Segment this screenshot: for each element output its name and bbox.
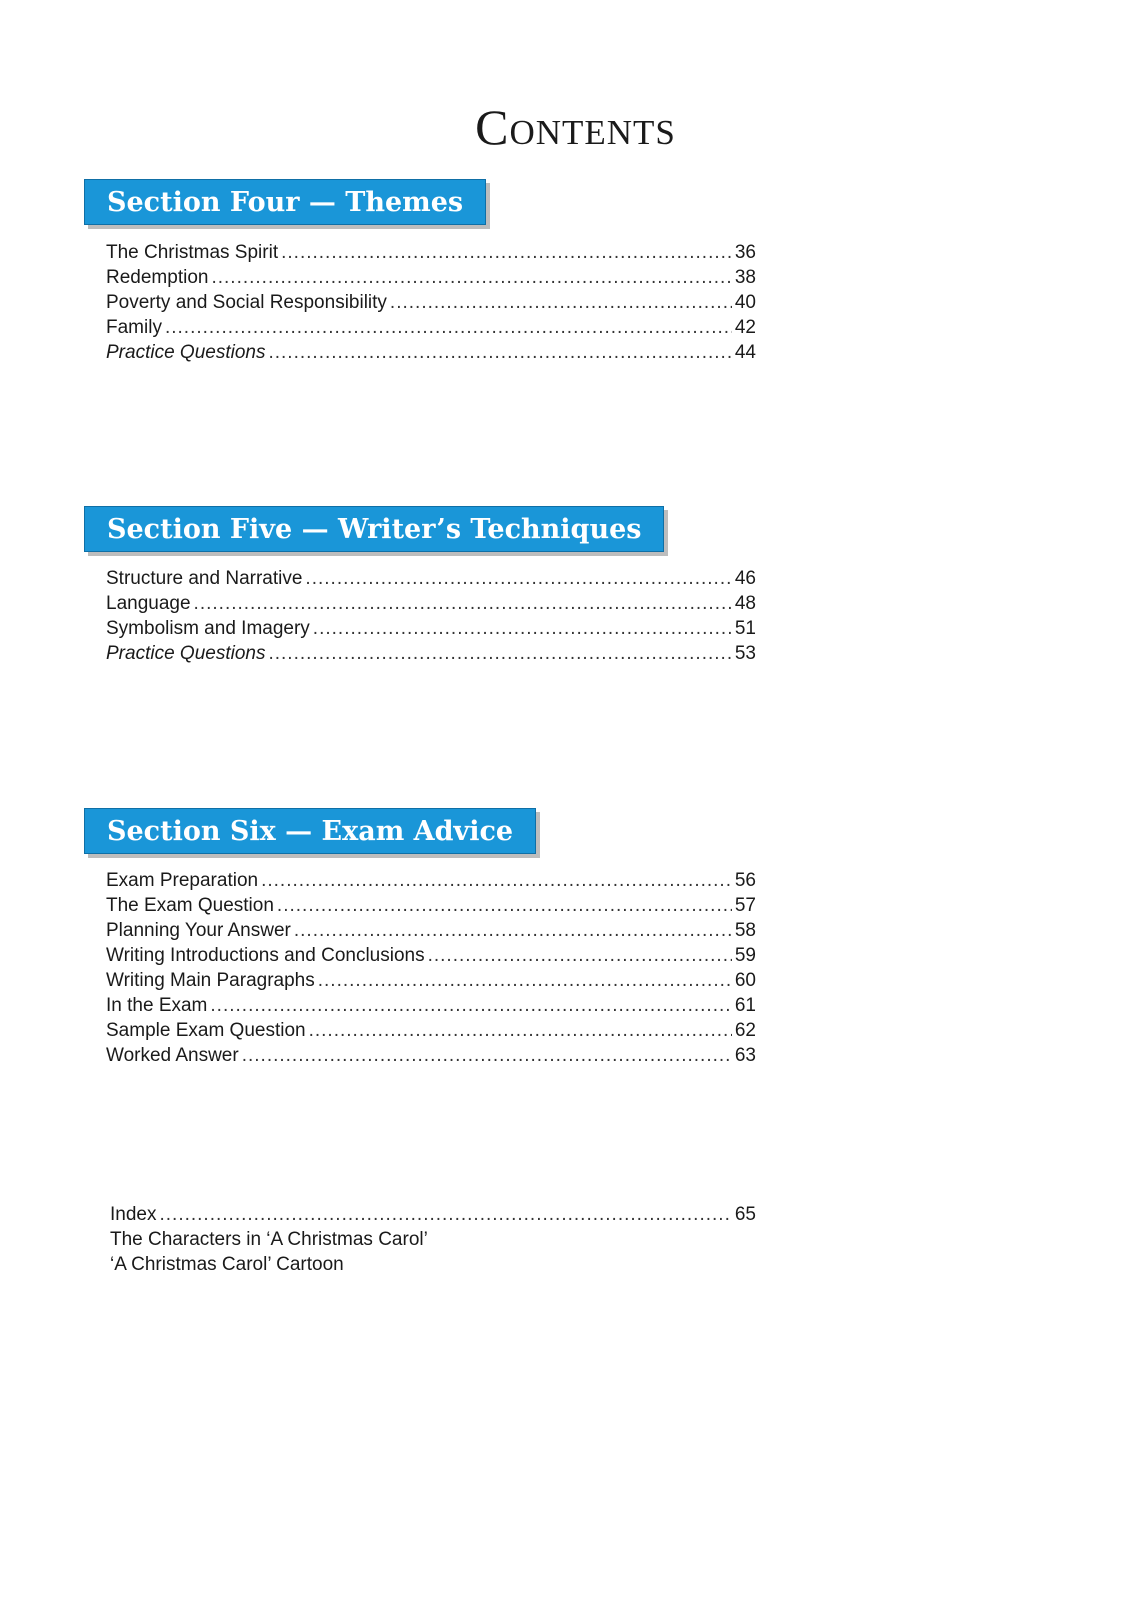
dot-leader — [211, 265, 731, 290]
dot-leader — [261, 868, 732, 893]
page-title: Contents — [475, 99, 676, 155]
dot-leader — [165, 315, 732, 340]
toc-entry-label: Redemption — [106, 267, 209, 288]
toc-entry[interactable] — [106, 566, 756, 591]
toc-entry-page: 40 — [734, 292, 756, 313]
toc-entry[interactable] — [106, 918, 756, 943]
toc-entry-page: 59 — [734, 945, 756, 966]
section-header-five: Section Five — Writer’s Techniques — [84, 506, 664, 552]
dot-leader — [268, 641, 731, 666]
toc-entry[interactable] — [106, 315, 756, 340]
toc-entry-page: 57 — [734, 895, 756, 916]
dot-leader — [159, 1202, 731, 1227]
dot-leader — [309, 1018, 732, 1043]
toc-entry-characters[interactable]: The Characters in ‘A Christmas Carol’ — [110, 1229, 428, 1250]
dot-leader — [294, 918, 732, 943]
toc-list-section-four — [106, 240, 756, 365]
toc-list-appendix — [110, 1202, 756, 1277]
toc-entry[interactable] — [106, 240, 756, 265]
toc-entry-label: Poverty and Social Responsibility — [106, 292, 387, 313]
toc-entry-page: 42 — [734, 317, 756, 338]
toc-entry[interactable] — [106, 340, 756, 365]
toc-entry[interactable] — [106, 265, 756, 290]
dot-leader — [268, 340, 731, 365]
toc-entry-label: The Christmas Spirit — [106, 242, 279, 263]
toc-entry-page: 62 — [734, 1020, 756, 1041]
toc-entry-page: 36 — [734, 242, 756, 263]
toc-entry[interactable] — [106, 641, 756, 666]
toc-entry[interactable] — [106, 893, 756, 918]
toc-entry-label: Structure and Narrative — [106, 568, 303, 589]
toc-entry-label: Worked Answer — [106, 1045, 239, 1066]
toc-entry[interactable] — [106, 1043, 756, 1068]
toc-entry[interactable] — [106, 616, 756, 641]
toc-entry-label: Practice Questions — [106, 643, 266, 664]
dot-leader — [210, 993, 731, 1018]
toc-list-section-five — [106, 566, 756, 666]
toc-entry-page: 58 — [734, 920, 756, 941]
toc-entry-label: Sample Exam Question — [106, 1020, 306, 1041]
toc-entry-label: Writing Introductions and Conclusions — [106, 945, 425, 966]
toc-entry[interactable] — [106, 943, 756, 968]
toc-entry-page: 56 — [734, 870, 756, 891]
toc-entry-page: 46 — [734, 568, 756, 589]
toc-entry-label: Practice Questions — [106, 342, 266, 363]
toc-entry-page: 63 — [734, 1045, 756, 1066]
toc-entry-page: 61 — [734, 995, 756, 1016]
toc-entry-label: The Exam Question — [106, 895, 274, 916]
toc-entry-page: 53 — [734, 643, 756, 664]
toc-entry-label: Symbolism and Imagery — [106, 618, 310, 639]
toc-entry-page: 51 — [734, 618, 756, 639]
toc-entry-cartoon[interactable]: ‘A Christmas Carol’ Cartoon — [110, 1254, 344, 1275]
toc-entry-page: 48 — [734, 593, 756, 614]
dot-leader — [281, 240, 732, 265]
dot-leader — [194, 591, 732, 616]
dot-leader — [318, 968, 732, 993]
toc-entry[interactable] — [106, 868, 756, 893]
toc-entry-label: Family — [106, 317, 162, 338]
dot-leader — [390, 290, 732, 315]
toc-entry[interactable] — [106, 290, 756, 315]
dot-leader — [305, 566, 731, 591]
toc-entry-label: Writing Main Paragraphs — [106, 970, 315, 991]
toc-entry-label: Index — [110, 1204, 157, 1225]
dot-leader — [428, 943, 732, 968]
section-header-four: Section Four — Themes — [84, 179, 486, 225]
dot-leader — [277, 893, 732, 918]
toc-entry[interactable] — [106, 993, 756, 1018]
dot-leader — [242, 1043, 732, 1068]
toc-entry-page: 60 — [734, 970, 756, 991]
dot-leader — [313, 616, 732, 641]
toc-entry-label: In the Exam — [106, 995, 208, 1016]
toc-entry-label: Language — [106, 593, 191, 614]
toc-entry-page: 65 — [734, 1204, 756, 1225]
toc-entry[interactable] — [106, 968, 756, 993]
toc-entry[interactable] — [106, 1018, 756, 1043]
toc-entry-page: 44 — [734, 342, 756, 363]
toc-entry-label: Planning Your Answer — [106, 920, 291, 941]
section-header-six: Section Six — Exam Advice — [84, 808, 536, 854]
toc-entry-label: Exam Preparation — [106, 870, 259, 891]
toc-entry-index[interactable] — [110, 1202, 756, 1227]
toc-entry[interactable] — [106, 591, 756, 616]
toc-list-section-six — [106, 868, 756, 1068]
toc-entry-page: 38 — [734, 267, 756, 288]
